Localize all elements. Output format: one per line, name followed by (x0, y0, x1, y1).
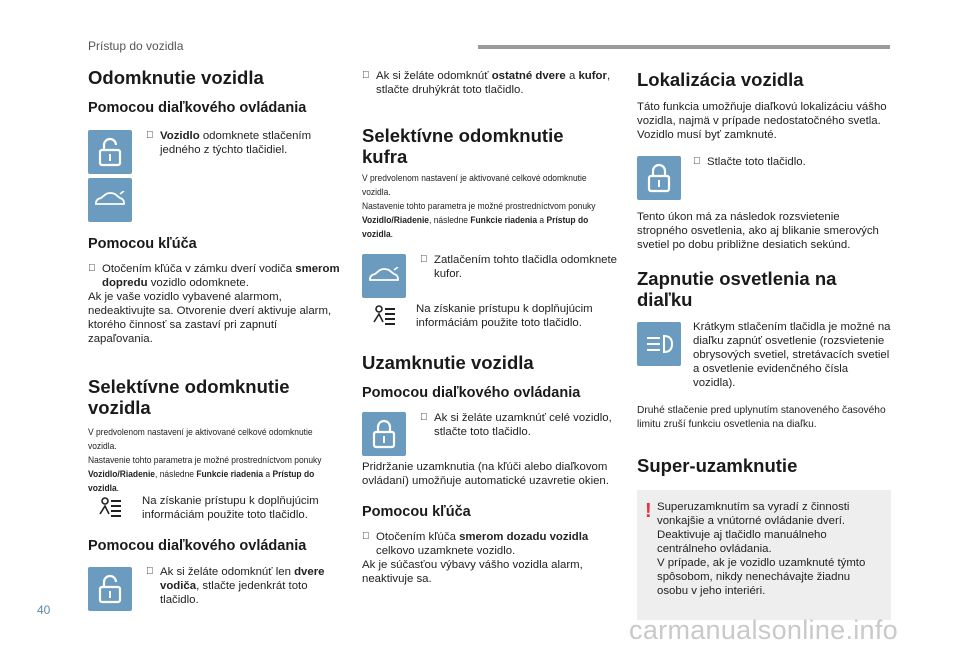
key-alarm-para: Ak je vaše vozidlo vybavené alarmom, nedeaktivujte sa. Otvorenie dverí aktivuje alarm, ktorého činnosť sa zastaví pri zapnutí zapaľovania. (88, 291, 332, 345)
column-1 (88, 60, 340, 611)
unlock-icon (88, 130, 132, 174)
heading-key: Pomocou kľúča (88, 236, 197, 252)
title-selective-unlock: Selektívne odomknutie vozidla (88, 376, 290, 418)
locate-item (637, 156, 891, 200)
heading-remote-control: Pomocou diaľkového ovládania (88, 100, 307, 116)
driver-door-item (88, 567, 340, 611)
lock-key-para: Ak je súčasťou výbavy vášho vozidla alarm, neaktivuje sa. (362, 559, 583, 585)
title-selective-trunk: Selektívne odomknutie kufra (362, 125, 564, 167)
column-2 (362, 60, 618, 586)
car-icon (362, 254, 406, 298)
help-item-2 (362, 302, 618, 330)
page-number: 40 (37, 603, 51, 617)
title-lock-vehicle: Uzamknutie vozidla (362, 352, 534, 373)
column-3 (637, 60, 891, 620)
driver-door-text: Ak si želáte odomknúť len dvere vodiča, stlačte jedenkrát toto tlačidlo. (160, 566, 325, 606)
car-icon (88, 178, 132, 222)
lock-icon (637, 156, 681, 200)
lights-small: Druhé stlačenie pred uplynutím stanoveného časového limitu zruší funkciu osvetlenia na diaľku. (637, 405, 886, 430)
locate-text: Stlačte toto tlačidlo. (707, 156, 806, 168)
help-text-2: Na získanie prístupu k doplňujúcim informáciám použite toto tlačidlo. (416, 303, 593, 329)
unlock-icon (88, 567, 132, 611)
lock-text: Ak si želáte uzamknúť celé vozidlo, stlačte toto tlačidlo. (434, 412, 612, 438)
remote-unlock-item (88, 130, 340, 174)
lock-item (362, 412, 618, 456)
title-unlock-vehicle: Odomknutie vozidla (88, 67, 264, 88)
remote-unlock-text: Vozidlo odomknete stlačením jedného z týchto tlačidiel. (160, 130, 312, 156)
lights-item (637, 322, 891, 390)
lock-key-text: Otočením kľúča smerom dozadu vozidla celkovo uzamknete vozidlo. (376, 531, 589, 557)
locate-para-2: Tento úkon má za následok rozsvietenie stropného osvetlenia, ako aj blikanie smerových svetiel po dobu približne desiatich sekúnd. (637, 211, 879, 251)
key-unlock-text: Otočením kľúča v zámku dverí vodiča smerom dopredu vozidlo odomknete. (102, 263, 340, 289)
title-super-lock: Super-uzamknutie (637, 455, 798, 476)
other-doors-text: Ak si želáte odomknúť ostatné dvere a kufor, stlačte druhýkrát toto tlačidlo. (376, 70, 611, 96)
title-locate-vehicle: Lokalizácia vozidla (637, 69, 804, 90)
locate-para: Táto funkcia umožňuje diaľkovú lokalizáciu vášho vozidla, najmä v prípade nedostatočného svetla. Vozidlo musí byť zamknuté. (637, 101, 887, 141)
trunk-text: Zatlačením tohto tlačidla odomknete kufor. (434, 254, 617, 280)
watermark: carmanualsonline.info (629, 615, 898, 645)
header-divider (478, 45, 890, 49)
selective-trunk-note: V predvolenom nastavení je aktivované celkové odomknutie vozidla. Nastavenie tohto parametra je možné prostredníctvom ponuky Vozidlo/Riadenie, následne Funkcie riadenia a Prístup do vozidla. (362, 173, 596, 239)
help-text-1: Na získanie prístupu k doplňujúcim informáciám použite toto tlačidlo. (142, 495, 319, 521)
warning-icon: ! (645, 500, 652, 522)
lights-text: Krátkym stlačením tlačidla je možné na diaľku zapnúť osvetlenie (rozsvietenie obrysových svetiel, stretávacích svetiel a osvetlenie evidenčného čísla vozidla). (693, 321, 891, 389)
lock-para: Pridržanie uzamknutia (na kľúči alebo diaľkovom ovládaní) umožňuje automatické uzavretie okien. (362, 461, 609, 487)
section-header: Prístup do vozidla (88, 39, 184, 53)
headlight-icon (637, 322, 681, 366)
help-item-1 (88, 494, 340, 522)
selective-unlock-note: V predvolenom nastavení je aktivované celkové odomknutie vozidla. Nastavenie tohto parametra je možné prostredníctvom ponuky Vozidlo/Riadenie, následne Funkcie riadenia a Prístup do vozidla. (88, 427, 322, 493)
title-remote-lights: Zapnutie osvetlenia na diaľku (637, 268, 837, 310)
heading-lock-remote: Pomocou diaľkového ovládania (362, 385, 581, 401)
trunk-item (362, 254, 618, 298)
lock-icon (362, 412, 406, 456)
heading-remote-control-2: Pomocou diaľkového ovládania (88, 538, 307, 554)
heading-lock-key: Pomocou kľúča (362, 504, 471, 520)
super-lock-warning: ! Superuzamknutím sa vyradí z činnosti vonkajšie a vnútorné ovládanie dverí. Deaktivuje aj tlačidlo manuálneho centrálneho ovládania. V prípade, ak je vozidlo uzamknuté týmto spôsobom, nikdy nenechávajte žiadnu osobu v jeho interiéri. (637, 490, 891, 620)
help-reader-icon[interactable] (362, 302, 406, 330)
help-reader-icon[interactable] (88, 494, 132, 522)
